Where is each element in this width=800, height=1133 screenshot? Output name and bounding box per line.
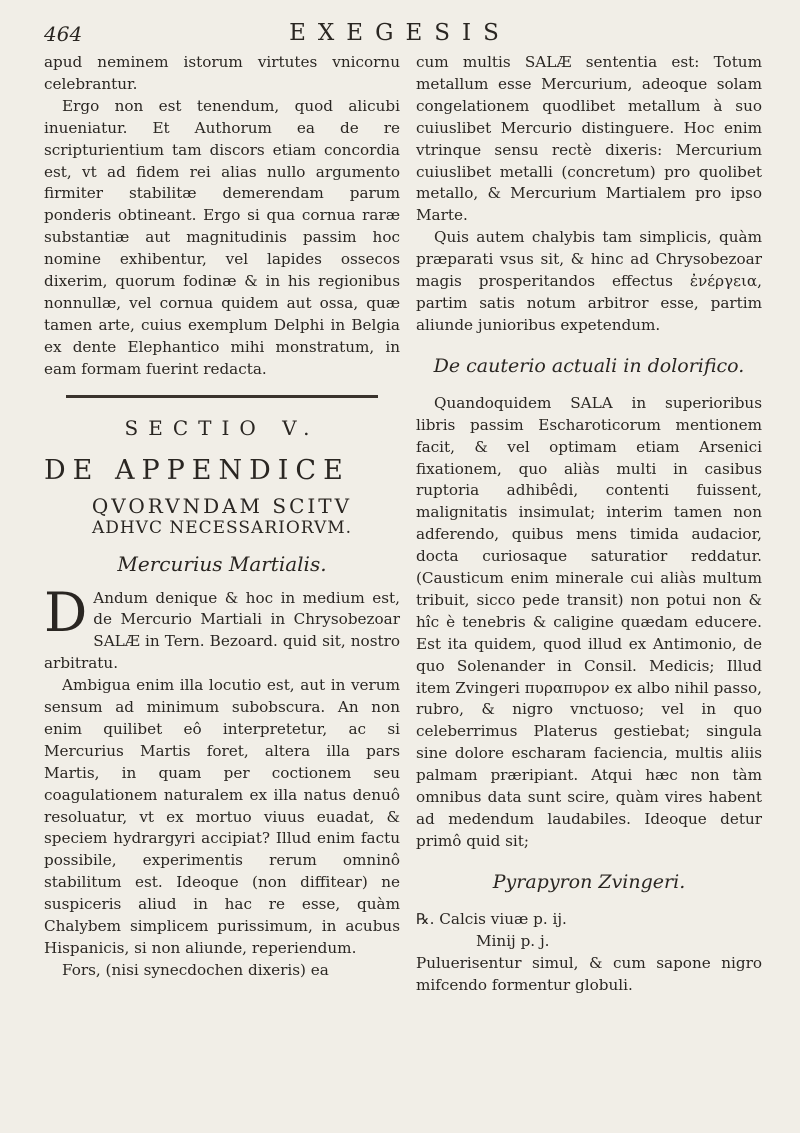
page-header	[44, 20, 756, 50]
section-divider	[66, 395, 378, 398]
right-paragraph: Puluerisentur simul, & cum sapone nigro mifcendo formentur globuli.	[416, 953, 762, 994]
subsection-heading: Mercurius Martialis.	[117, 551, 327, 576]
page-number: 464	[44, 22, 83, 46]
recipe-line: ℞. Calcis viuæ p. ij.	[416, 909, 567, 928]
section-title: DE APPENDICE	[44, 454, 350, 486]
right-paragraph: cum multis SALÆ sententia est: Totum metallum esse Mercurium, adeoque solam congelationem quodlibet metallum à suo cuiuslibet Mercurio distinguere. Hoc enim vtrinque sensu rectè dixeris: Mercurium cuiuslibet metalli (concretum) pro quolibet metallo, & Mercurium Martialem pro ipso Marte.	[416, 53, 762, 225]
dropcap-text: Andum denique & hoc in medium est, de Mercurio Martiali in Chrysobezoar SALÆ in Tern. Bezoard. quid sit, nostro arbitratu.	[44, 588, 400, 673]
drop-cap: D	[44, 580, 88, 644]
left-paragraph: Ergo non est tenendum, quod alicubi inueniatur. Et Authorum ea de re scripturientium tam discors etiam concordia est, vt ad fidem rei alias nullo argumento firmiter stabilitæ demerendam parum ponderis obtineant. Ergo si qua cornua raræ substantiæ aut magnitudinis passim hoc nomine exhibentur, vel lapides ossecos dixerim, quorum fodinæ & in his regionibus nonnullæ, vel cornua quidem aut ossa, quæ tamen arte, cuius exemplum Delphi in Belgia ex dente Elephantico mihi monstratum, in eam formam fuerint redacta.	[44, 96, 400, 378]
subsection-heading: De cauterio actuali in dolorifico.	[433, 354, 745, 377]
left-paragraph: Fors, (nisi synecdochen dixeris) ea	[62, 960, 329, 979]
section-subtitle-2: ADHVC NECESSARIORVM.	[91, 517, 353, 538]
left-paragraph: Ambigua enim illa locutio est, aut in verum sensum ad minimum subobscura. An non enim quilibet eô interpretetur, ac si Mercurius Martis foret, altera illa pars Martis, in quam per coctionem seu coagulationem naturalem ex illa natus denuô resoluatur, vt ex mortuo viuus euadat, & speciem hydrargyri accipiat? Illud enim factu possibile, experimentis rerum omninô stabilitum est. Ideoque (non diffitear) ne suspiceris aliud in hac re esse, quàm Chalybem simplicem purissimum, in acubus Hispanicis, si non aliunde, reperiendum.	[44, 676, 400, 957]
section-heading: SECTIO V.	[124, 415, 320, 440]
right-paragraph: Quandoquidem SALA in superioribus libris passim Escharoticorum mentionem facit, & vel optimam etiam Arsenici fixationem, quo aliàs multi in casibus ruptoria adhibêdi, contenti fuissent, malignitatis insimulat; interim tamen non adferendo, quibus mens timida audacior, docta curiosaque saturatior reddatur. (Causticum enim minerale cui aliàs multum tribuit, sicco pede transit) non potui non & hîc è tenebris & caligine quædam educere. Est ita quidem, quod illud ex Antimonio, de quo Solenander in Consil. Medicis; Illud item Zvingeri πυραπυρον ex albo nihil passo, rubro, & nigro vnctuoso; vel in quo celeberrimus Platerus gestiebat; singula sine dolore escharam faciencia, multis aliis palmam præripiant. Atqui hæc non tàm omnibus data sunt scire, quàm vires habent ad medendum laudabiles. Ideoque detur primô quid sit;	[416, 393, 762, 850]
left-paragraph: apud neminem istorum virtutes vnicornu celebrantur.	[44, 53, 400, 93]
recipe-line: Minij p. j.	[476, 931, 550, 950]
left-column	[44, 52, 400, 982]
running-title: EXEGESIS	[289, 20, 511, 46]
left-paragraph-dropcap	[44, 580, 400, 676]
right-column	[416, 52, 762, 996]
recipe-heading: Pyrapyron Zvingeri.	[492, 870, 686, 893]
right-paragraph: Quis autem chalybis tam simplicis, quàm præparati vsus sit, & hinc ad Chrysobezoar magis prosperitandos effectus ἐνέργεια, partim satis notum arbitror esse, partim aliunde junioribus expetendum.	[416, 228, 762, 334]
section-subtitle: QVORVNDAM SCITV	[91, 493, 353, 518]
